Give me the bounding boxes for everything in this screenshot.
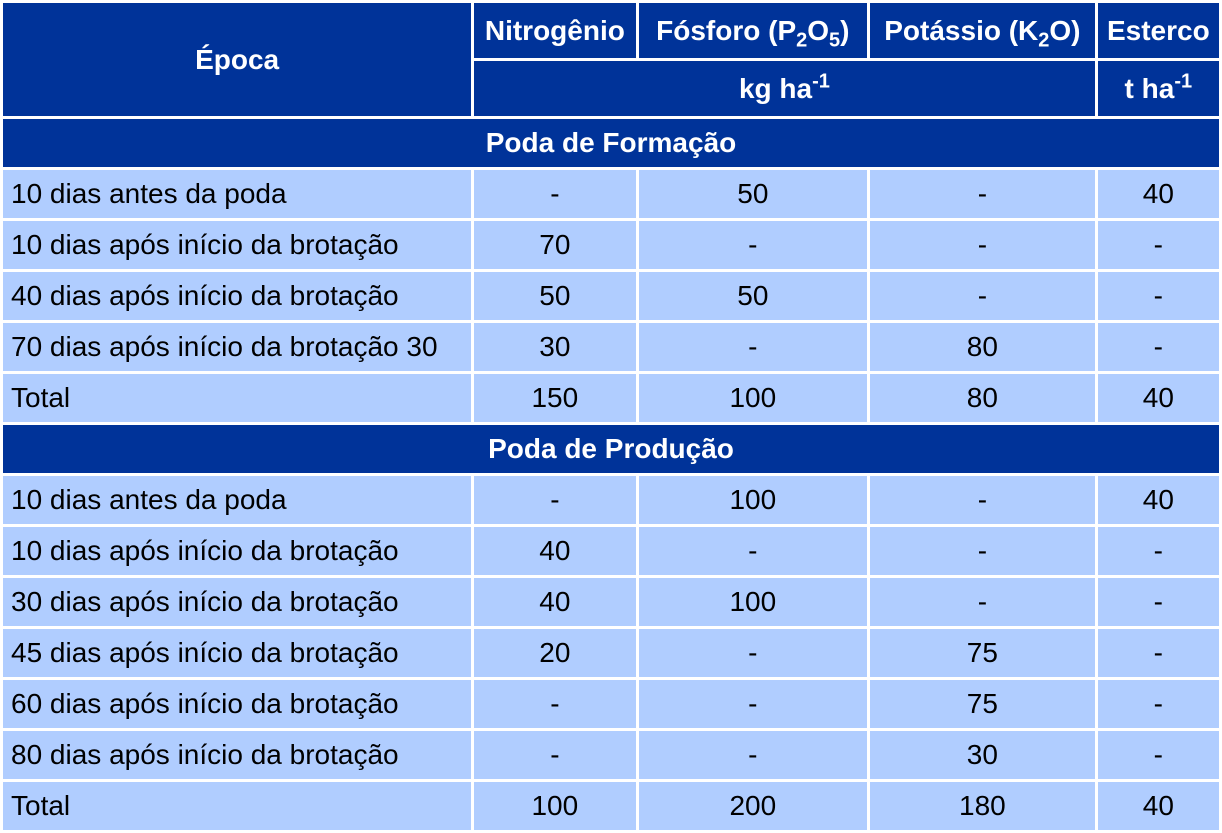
total-row bbox=[3, 374, 1219, 422]
row-label: 80 dias após início da brotação bbox=[3, 731, 471, 779]
cell-nitrogenio: 150 bbox=[474, 374, 635, 422]
fosforo-post: ) bbox=[840, 14, 850, 46]
cell-esterco: 40 bbox=[1098, 374, 1219, 422]
row-label: 10 dias após início da brotação bbox=[3, 527, 471, 575]
cell-nitrogenio: - bbox=[474, 680, 635, 728]
table-row bbox=[3, 170, 1219, 218]
section-title: Poda de Produção bbox=[3, 425, 1219, 473]
total-row bbox=[3, 782, 1219, 830]
potassio-sub1: 2 bbox=[1038, 29, 1050, 52]
cell-esterco: - bbox=[1098, 578, 1219, 626]
cell-fosforo: 200 bbox=[639, 782, 868, 830]
cell-esterco: 40 bbox=[1098, 476, 1219, 524]
cell-fosforo: 100 bbox=[639, 578, 868, 626]
cell-potassio: - bbox=[870, 578, 1095, 626]
row-label: Total bbox=[3, 782, 471, 830]
cell-nitrogenio: - bbox=[474, 170, 635, 218]
cell-nitrogenio: 40 bbox=[474, 578, 635, 626]
table-row bbox=[3, 527, 1219, 575]
header-row bbox=[3, 3, 1219, 58]
row-label: 10 dias após início da brotação bbox=[3, 221, 471, 269]
fosforo-pre: Fósforo (P bbox=[656, 14, 797, 46]
cell-esterco: - bbox=[1098, 731, 1219, 779]
cell-nitrogenio: 70 bbox=[474, 221, 635, 269]
cell-fosforo: 100 bbox=[639, 374, 868, 422]
cell-potassio: - bbox=[870, 272, 1095, 320]
cell-fosforo: - bbox=[639, 221, 868, 269]
header-esterco: Esterco bbox=[1098, 3, 1219, 58]
fosforo-mid: O bbox=[807, 14, 830, 46]
table-row bbox=[3, 221, 1219, 269]
fosforo-sub1: 2 bbox=[796, 29, 808, 52]
cell-nitrogenio: 50 bbox=[474, 272, 635, 320]
cell-fosforo: 100 bbox=[639, 476, 868, 524]
cell-potassio: 80 bbox=[870, 374, 1095, 422]
cell-potassio: - bbox=[870, 221, 1095, 269]
cell-nitrogenio: 20 bbox=[474, 629, 635, 677]
table-row bbox=[3, 731, 1219, 779]
unit-t-sup: -1 bbox=[1174, 70, 1193, 93]
row-label: 10 dias antes da poda bbox=[3, 476, 471, 524]
unit-kg-base: kg ha bbox=[738, 72, 813, 104]
table-row bbox=[3, 323, 1219, 371]
cell-fosforo: - bbox=[639, 527, 868, 575]
table-row bbox=[3, 578, 1219, 626]
cell-potassio: 30 bbox=[870, 731, 1095, 779]
header-nitrogenio: Nitrogênio bbox=[474, 3, 635, 58]
table-row bbox=[3, 680, 1219, 728]
cell-potassio: 180 bbox=[870, 782, 1095, 830]
cell-fosforo: - bbox=[639, 680, 868, 728]
row-label: 10 dias antes da poda bbox=[3, 170, 471, 218]
cell-nitrogenio: 100 bbox=[474, 782, 635, 830]
cell-fosforo: 50 bbox=[639, 272, 868, 320]
row-label: 70 dias após início da brotação 30 bbox=[3, 323, 471, 371]
fosforo-sub2: 5 bbox=[829, 29, 841, 52]
header-potassio bbox=[870, 3, 1095, 58]
unit-t-base: t ha bbox=[1124, 72, 1175, 104]
cell-fosforo: - bbox=[639, 629, 868, 677]
section-title: Poda de Formação bbox=[3, 119, 1219, 167]
cell-potassio: - bbox=[870, 476, 1095, 524]
table-header bbox=[3, 3, 1219, 116]
row-label: 30 dias após início da brotação bbox=[3, 578, 471, 626]
cell-nitrogenio: - bbox=[474, 476, 635, 524]
cell-esterco: - bbox=[1098, 629, 1219, 677]
section-row bbox=[3, 119, 1219, 167]
row-label: Total bbox=[3, 374, 471, 422]
cell-potassio: 75 bbox=[870, 680, 1095, 728]
table-row bbox=[3, 629, 1219, 677]
cell-esterco: - bbox=[1098, 221, 1219, 269]
header-fosforo bbox=[639, 3, 868, 58]
cell-esterco: - bbox=[1098, 272, 1219, 320]
cell-fosforo: 50 bbox=[639, 170, 868, 218]
potassio-post: O) bbox=[1049, 14, 1081, 46]
cell-esterco: - bbox=[1098, 680, 1219, 728]
unit-kg bbox=[474, 61, 1095, 116]
table-row bbox=[3, 476, 1219, 524]
cell-esterco: - bbox=[1098, 527, 1219, 575]
cell-nitrogenio: - bbox=[474, 731, 635, 779]
potassio-pre: Potássio (K bbox=[884, 14, 1039, 46]
cell-potassio: 80 bbox=[870, 323, 1095, 371]
cell-potassio: - bbox=[870, 527, 1095, 575]
row-label: 40 dias após início da brotação bbox=[3, 272, 471, 320]
row-label: 45 dias após início da brotação bbox=[3, 629, 471, 677]
cell-nitrogenio: 30 bbox=[474, 323, 635, 371]
table-row bbox=[3, 272, 1219, 320]
cell-potassio: - bbox=[870, 170, 1095, 218]
cell-fosforo: - bbox=[639, 323, 868, 371]
header-epoca: Época bbox=[3, 3, 471, 116]
cell-esterco: 40 bbox=[1098, 782, 1219, 830]
cell-nitrogenio: 40 bbox=[474, 527, 635, 575]
cell-esterco: - bbox=[1098, 323, 1219, 371]
section-row bbox=[3, 425, 1219, 473]
cell-esterco: 40 bbox=[1098, 170, 1219, 218]
unit-t bbox=[1098, 61, 1219, 116]
table-body bbox=[3, 119, 1219, 830]
cell-fosforo: - bbox=[639, 731, 868, 779]
cell-potassio: 75 bbox=[870, 629, 1095, 677]
row-label: 60 dias após início da brotação bbox=[3, 680, 471, 728]
unit-kg-sup: -1 bbox=[812, 70, 830, 93]
